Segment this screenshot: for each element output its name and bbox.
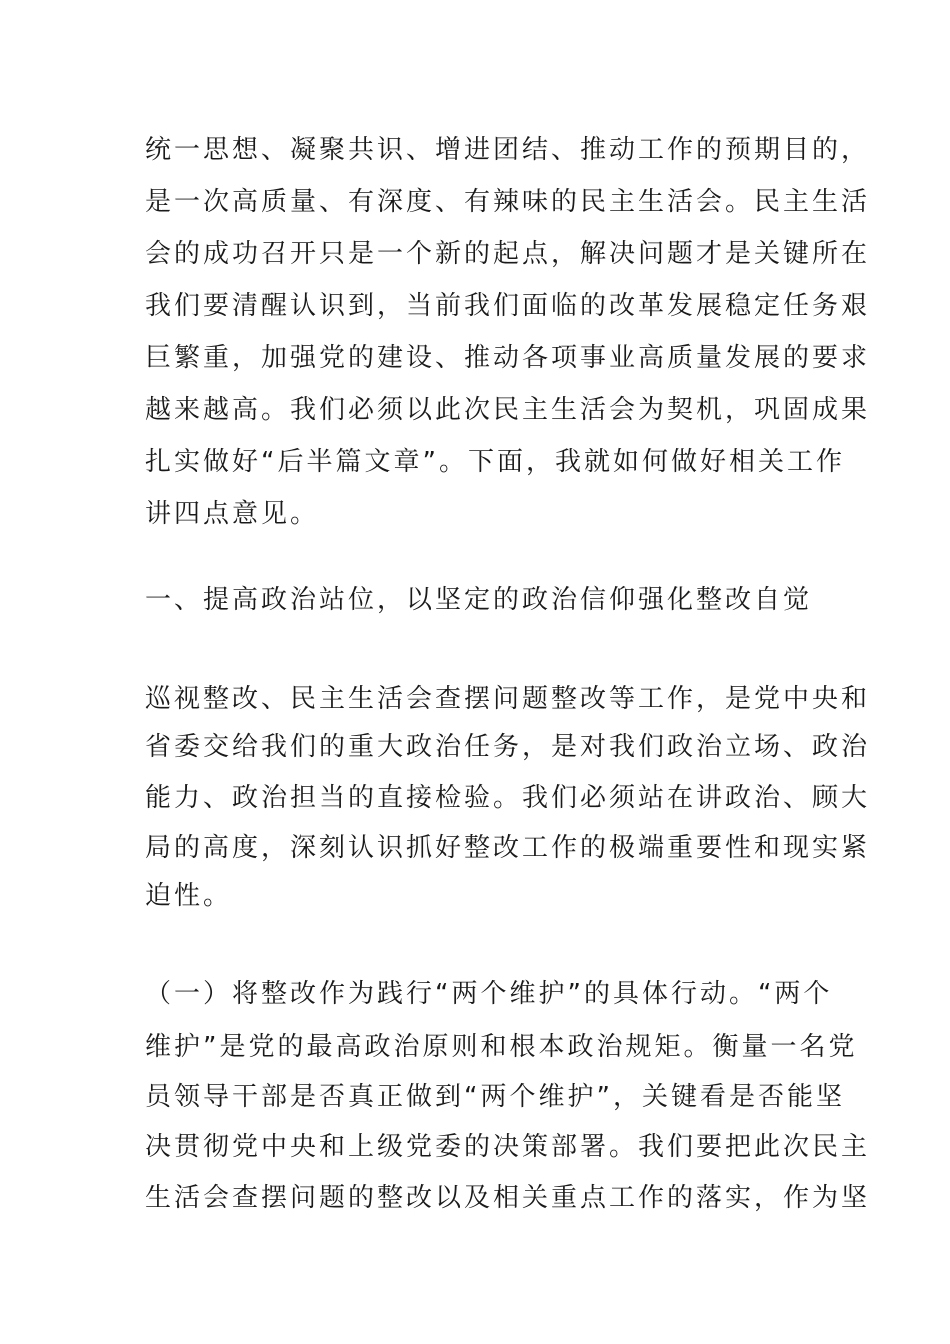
section-heading: 一、提高政治站位，以坚定的政治信仰强化整改自觉 — [145, 585, 813, 615]
text-line: 会的成功召开只是一个新的起点，解决问题才是关键所在 — [145, 239, 871, 269]
text-line: 扎实做好“后半篇文章”。下面，我就如何做好相关工作 — [145, 447, 845, 477]
text-line: 讲四点意见。 — [145, 499, 320, 529]
text-line: 我们要清醒认识到，当前我们面临的改革发展稳定任务艰 — [145, 291, 871, 321]
text-line: 巨繁重，加强党的建设、推动各项事业高质量发展的要求 — [145, 343, 871, 373]
text-line: 局的高度，深刻认识抓好整改工作的极端重要性和现实紧 — [145, 833, 871, 863]
text-line: 是一次高质量、有深度、有辣味的民主生活会。民主生活 — [145, 187, 871, 217]
text-line: 迫性。 — [145, 881, 233, 911]
text-line: 决贯彻党中央和上级党委的决策部署。我们要把此次民主 — [145, 1132, 871, 1162]
text-line: 员领导干部是否真正做到“两个维护”，关键看是否能坚 — [145, 1082, 845, 1112]
text-line: 生活会查摆问题的整改以及相关重点工作的落实，作为坚 — [145, 1183, 871, 1213]
text-line: （一）将整改作为践行“两个维护”的具体行动。“两个 — [145, 979, 833, 1009]
text-line: 省委交给我们的重大政治任务，是对我们政治立场、政治 — [145, 732, 871, 762]
text-line: 巡视整改、民主生活会查摆问题整改等工作，是党中央和 — [145, 684, 871, 714]
text-line: 能力、政治担当的直接检验。我们必须站在讲政治、顾大 — [145, 783, 871, 813]
text-line: 维护”是党的最高政治原则和根本政治规矩。衡量一名党 — [145, 1032, 858, 1062]
text-line: 统一思想、凝聚共识、增进团结、推动工作的预期目的， — [145, 135, 871, 165]
text-line: 越来越高。我们必须以此次民主生活会为契机，巩固成果 — [145, 395, 871, 425]
